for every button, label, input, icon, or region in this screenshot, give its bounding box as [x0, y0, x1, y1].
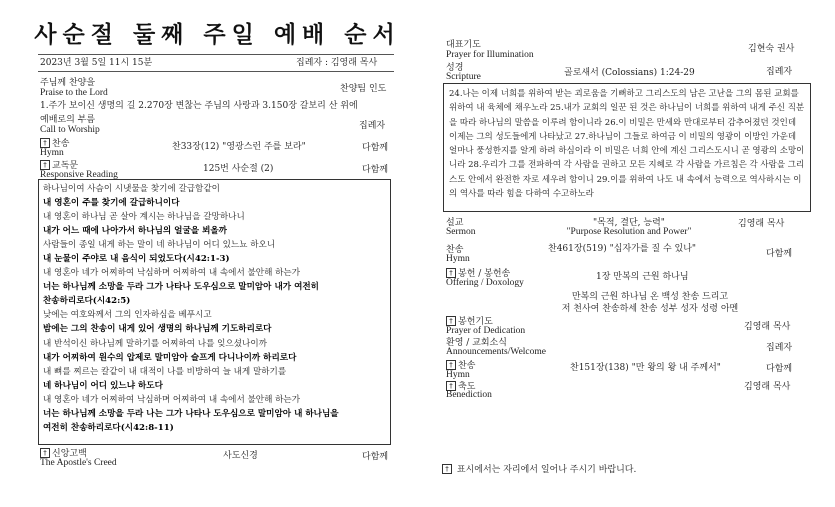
welcome-label-en: Announcements/Welcome [446, 347, 547, 357]
sermon-title-en: "Purpose Resolution and Power" [566, 227, 692, 237]
scripture-person: 집례자 [766, 67, 793, 77]
sermon-hymn-person: 다함께 [766, 249, 793, 259]
header-divider [38, 71, 394, 72]
responsive-content: 125번 사순절 (2) [203, 164, 274, 174]
benediction-label: 축도 [458, 382, 476, 392]
doxology-line: 저 천사여 찬송하세 찬송 성부 성자 성령 아멘 [561, 304, 739, 314]
responsive-line: 내 영혼이 주를 찾기에 갈급하니이다 [43, 198, 180, 209]
prayer-label: 대표기도 [446, 40, 481, 50]
prelude-label: 주님께 찬양을 [40, 78, 96, 88]
service-date: 2023년 3월 5일 11시 15분 [40, 58, 153, 68]
stand-icon: † [446, 381, 456, 391]
responsive-reading-box [38, 179, 391, 445]
creed-label: 신앙고백 [52, 449, 87, 459]
responsive-line: 너는 하나님께 소망을 두라 나는 그가 나타나 도우심으로 말미암아 내 하나님을 [43, 408, 339, 419]
stand-icon: † [446, 268, 456, 278]
creed-label-en: The Apostle's Creed [40, 458, 117, 468]
responsive-label: 교독문 [52, 161, 79, 171]
benediction-label-en: Benediction [446, 390, 492, 400]
offering-content: 1장 만복의 근원 하나님 [596, 272, 689, 282]
stand-icon: † [40, 160, 50, 170]
stand-icon: † [446, 316, 456, 326]
responsive-line: 낮에는 여호와께서 그의 인자하심을 베푸시고 [43, 310, 212, 321]
dedication-label: 봉헌기도 [458, 317, 493, 327]
responsive-person: 다함께 [362, 165, 389, 175]
welcome-label: 환영 / 교회소식 [446, 338, 507, 348]
hymn3-label: 찬송 [458, 361, 476, 371]
responsive-line: 하나님이여 사슴이 시냇물을 찾기에 갈급함같이 [43, 184, 220, 194]
responsive-label-en: Responsive Reading [40, 170, 118, 180]
creed-person: 다함께 [362, 452, 389, 462]
dedication-person: 김영래 목사 [744, 322, 791, 332]
hymn-label: 찬송 [52, 139, 70, 149]
creed-content: 사도신경 [223, 451, 258, 461]
footnote-text: 표시에서는 자리에서 일어나 주시기 바랍니다. [456, 465, 637, 475]
scripture-content: 골로새서 (Colossians) 1:24-29 [564, 68, 695, 78]
responsive-line: 내가 어찌하여 원수의 압제로 말미암아 슬프게 다니나이까 하리로다 [43, 352, 297, 363]
call-label: 예배로의 부름 [40, 115, 96, 125]
service-leader: 집례자 : 김영래 목사 [296, 58, 378, 68]
responsive-line: 내 뼈를 찌르는 칼같이 내 대적이 나를 비방하여 늘 내게 말하기를 [43, 366, 287, 377]
offering-label-en: Offering / Doxology [446, 278, 524, 288]
footnote [442, 464, 636, 476]
stand-icon: † [40, 138, 50, 148]
hymn3-label-en: Hymn [446, 370, 470, 380]
welcome-person: 집례자 [766, 343, 793, 353]
stand-icon: † [40, 448, 50, 458]
benediction-person: 김영래 목사 [744, 382, 791, 392]
responsive-line: 내 눈물이 주야로 내 음식이 되었도다(시42:1-3) [43, 254, 230, 265]
responsive-line: 사람들이 종일 내게 하는 말이 네 하나님이 어디 있느뇨 하오니 [43, 240, 276, 251]
doxology-line: 만복의 근원 하나님 온 백성 찬송 드리고 [571, 292, 729, 302]
sermon-title: "목적, 결단, 능력" [593, 218, 665, 228]
sermon-hymn-content: 찬461장(519) "십자가를 질 수 있나" [548, 244, 697, 254]
prelude-label-en: Praise to the Lord [40, 88, 108, 98]
title-divider [38, 54, 394, 55]
scripture-text-box: 24.나는 이제 너희를 위하여 받는 괴로움을 기뻐하고 그리스도의 남은 고난을 그의 몸된 교회를 위하여 내 육체에 채우노라 25.내가 교회의 일꾼 된 것은 하나님이 너희를 위하여 내게 주신 직분을 따라 하나님의 말씀을 이루려 함이니라 26.이 비밀은 만세와 만대로부터 감추어졌던 것인데 이제는 그의 성도들에게 나타났고 27.하나님이 그들로 하여금 이 비밀의 영광이 이방인 가운데 얼마나 풍성한지를 알게 하려 하심이라 이 비밀은 너희 안에 계신 그리스도시니 곧 영광의 소망이니라 28.우리가 그를 전파하여 각 사람을 권하고 모든 지혜로 각 사람을 가르침은 각 사람을 그리스도 안에서 완전한 자로 세우려 함이니 29.이를 위하여 나도 내 속에서 능력으로 역사하시는 이의 역사를 따라 힘을 다하여 수고하노라 [443, 83, 811, 212]
stand-icon: † [442, 464, 452, 474]
responsive-line: 찬송하리로다(시42:5) [43, 296, 131, 307]
page-title: 사순절 둘째 주일 예배 순서 [34, 21, 401, 48]
responsive-line: 내 영혼아 네가 어찌하여 낙심하며 어찌하여 내 속에서 불안해 하는가 [43, 394, 301, 405]
stand-icon: † [446, 360, 456, 370]
call-person: 집례자 [359, 121, 386, 131]
responsive-line: 내 영혼이 하나님 곧 살아 계시는 하나님을 갈망하나니 [43, 212, 245, 223]
prayer-label-en: Prayer for Illumination [446, 50, 534, 60]
offering-label: 봉헌 / 봉헌송 [458, 269, 511, 279]
sermon-label: 설교 [446, 218, 464, 228]
responsive-line: 너는 하나님께 소망을 두라 그가 나타나 도우심으로 말미암아 내가 여전히 [43, 282, 319, 293]
prelude-person: 찬양팀 인도 [340, 84, 387, 94]
sermon-person: 김영래 목사 [738, 219, 785, 229]
hymn-content: 찬33장(12) "영광스런 주를 보라" [172, 142, 306, 152]
hymn3-person: 다함께 [766, 364, 793, 374]
prayer-person: 김현숙 권사 [748, 44, 795, 54]
hymn-person: 다함께 [362, 143, 389, 153]
scripture-label: 성경 [446, 63, 464, 73]
hymn3-content: 찬151장(138) "만 왕의 왕 내 주께서" [570, 363, 721, 373]
responsive-line: 여전히 찬송하리로다(시42:8-11) [43, 422, 174, 433]
responsive-line: 내 영혼아 네가 어찌하여 낙심하며 어찌하여 내 속에서 불안해 하는가 [43, 268, 301, 279]
hymn-label-en: Hymn [40, 148, 64, 158]
responsive-line: 내 반석이신 하나님께 말하기를 어찌하여 나를 잊으셨나이까 [43, 338, 267, 349]
hymn2-label-top: 찬송 [446, 245, 464, 255]
sermon-label-en: Sermon [446, 227, 476, 237]
responsive-line: 내가 어느 때에 나아가서 하나님의 얼굴을 뵈올까 [43, 226, 227, 237]
responsive-line: 네 하나님이 어디 있느냐 하도다 [43, 380, 163, 391]
prelude-note: 1.주가 보이신 생명의 길 2.270장 변찮는 주님의 사랑과 3.150장 갈보리 산 위에 [40, 101, 358, 111]
responsive-line: 밤에는 그의 찬송이 내게 있어 생명의 하나님께 기도하리로다 [43, 324, 272, 335]
hymn2-label-en: Hymn [446, 254, 470, 264]
dedication-label-en: Prayer of Dedication [446, 326, 526, 336]
call-label-en: Call to Worship [40, 125, 100, 135]
scripture-label-en: Scripture [446, 72, 481, 82]
